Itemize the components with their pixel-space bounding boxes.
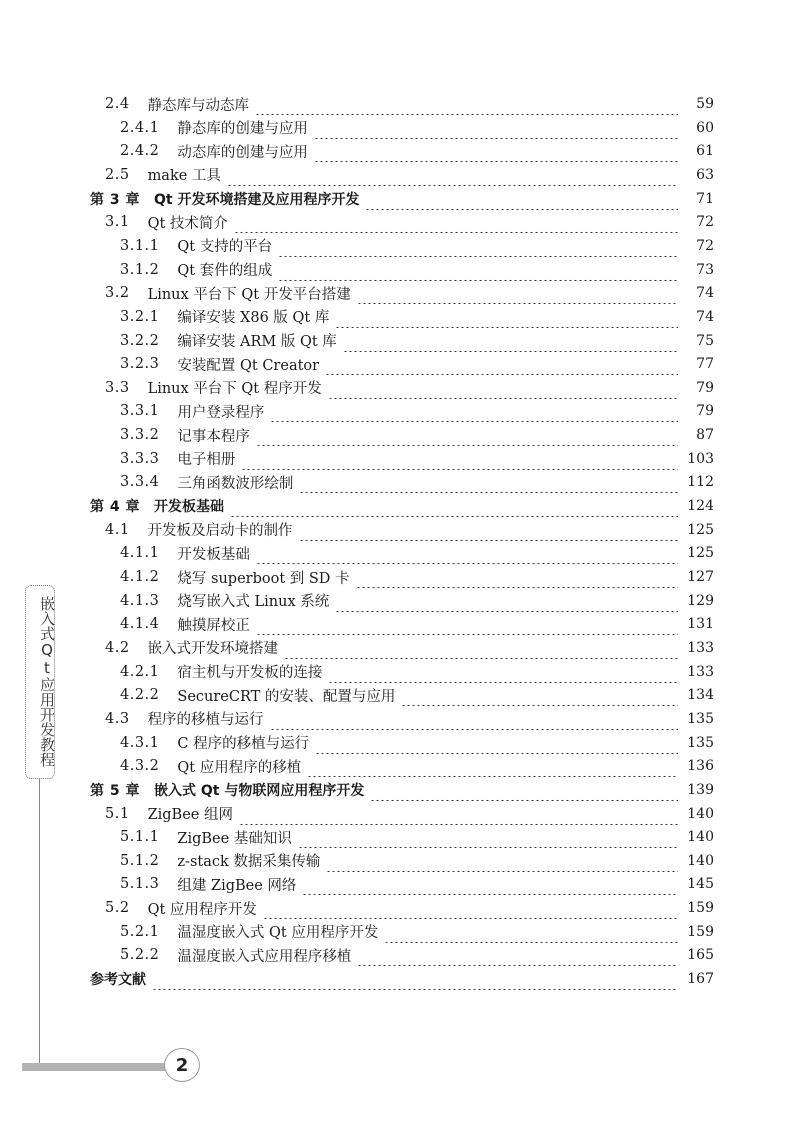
page-number-badge: 2 (164, 1048, 200, 1082)
toc-entry-page: 159 (687, 900, 714, 917)
toc-entry (120, 873, 714, 895)
toc-entry-number: 5.1.1 (120, 829, 160, 846)
toc-entry (105, 282, 714, 304)
toc-entry (120, 471, 714, 493)
toc-entry-number: 第 3 章 (90, 191, 140, 208)
toc-entry-page: 71 (696, 190, 714, 207)
toc-entry-number: 5.1.2 (120, 852, 160, 869)
toc-entry (105, 211, 714, 233)
toc-entry-page: 129 (687, 592, 714, 609)
toc-entry-page: 61 (696, 143, 714, 160)
toc-entry-number: 4.2.2 (120, 687, 160, 704)
toc-leader-dots (270, 400, 678, 422)
toc-leader-dots (270, 708, 678, 730)
toc-entry-page: 74 (696, 308, 714, 325)
bottom-bar (22, 1063, 172, 1071)
toc-leader-dots (255, 93, 678, 115)
toc-entry-title: z-stack 数据采集传输 (177, 854, 321, 871)
toc-entry-title: ZigBee 组网 (147, 807, 233, 823)
side-divider-line (39, 779, 40, 1064)
toc-entry (120, 235, 714, 257)
toc-leader-dots (227, 164, 678, 186)
toc-entry-number: 5.1 (105, 805, 130, 822)
toc-leader-dots (384, 921, 678, 943)
toc-entry-page: 75 (696, 332, 714, 349)
toc-entry-number: 3.1.2 (120, 261, 160, 278)
toc-leader-dots (234, 211, 678, 233)
toc-entry-number: 3.3.2 (120, 427, 160, 444)
toc-entry-page: 77 (696, 356, 714, 373)
toc-entry-page: 87 (696, 427, 714, 444)
toc-leader-dots (370, 779, 678, 801)
toc-entry-title: make 工具 (147, 168, 221, 185)
toc-entry-number: 第 4 章 (90, 499, 140, 516)
toc-entry (105, 637, 714, 659)
toc-entry-number: 5.2.1 (120, 923, 160, 940)
toc-entry-number: 4.3 (105, 710, 130, 727)
toc-entry (105, 93, 714, 115)
toc-entry (120, 684, 714, 706)
toc-entry-title: 嵌入式开发环境搭建 (147, 641, 279, 658)
toc-entry-title: 动态库的创建与应用 (177, 144, 308, 161)
toc-entry-page: 139 (687, 781, 714, 798)
toc-leader-dots (302, 873, 678, 895)
toc-leader-dots (278, 259, 678, 281)
toc-entry-page: 136 (687, 758, 714, 775)
toc-entry-page: 79 (696, 403, 714, 420)
toc-entry-number: 3.3.1 (120, 403, 160, 420)
toc-entry (120, 259, 714, 281)
toc-entry-page: 140 (687, 805, 714, 822)
toc-entry (120, 448, 714, 470)
toc-leader-dots (357, 944, 678, 966)
toc-entry (120, 826, 714, 848)
toc-entry (120, 944, 714, 966)
toc-leader-dots (278, 235, 678, 257)
toc-entry-title: 编译安装 ARM 版 Qt 库 (177, 334, 337, 350)
toc-entry (120, 850, 714, 872)
toc-entry-title: 开发板基础 (154, 499, 224, 516)
toc-entry-title: 记事本程序 (177, 428, 250, 445)
toc-leader-dots (328, 377, 678, 399)
toc-entry-number: 2.5 (105, 166, 130, 183)
toc-entry (120, 117, 714, 139)
toc-entry-title: 烧写嵌入式 Linux 系统 (177, 594, 330, 611)
toc-leader-dots (335, 590, 678, 612)
toc-entry-number: 3.1.1 (120, 237, 160, 254)
toc-leader-dots (256, 613, 678, 635)
toc-entry (120, 590, 714, 612)
toc-entry (120, 661, 714, 683)
toc-entry-title: 嵌入式 Qt 与物联网应用程序开发 (154, 782, 365, 799)
toc-leader-dots (256, 424, 678, 446)
toc-entry-number: 3.1 (105, 214, 130, 231)
toc-entry (120, 140, 714, 162)
toc-leader-dots (314, 117, 678, 139)
toc-entry-number: 第 5 章 (90, 782, 140, 799)
toc-entry-page: 167 (687, 971, 714, 988)
toc-entry-page: 135 (687, 710, 714, 727)
toc-entry-page: 140 (687, 852, 714, 869)
toc-leader-dots (325, 353, 678, 375)
toc-entry-page: 103 (687, 450, 714, 467)
toc-entry (120, 921, 714, 943)
toc-entry-number: 2.4 (105, 96, 130, 112)
toc-leader-dots (335, 306, 678, 328)
toc-leader-dots (343, 330, 678, 352)
side-book-title-tab (25, 585, 55, 779)
toc-entry-title: Qt 套件的组成 (177, 263, 273, 280)
toc-entry-number: 4.1.4 (120, 616, 160, 633)
toc-entry-number: 3.2.3 (120, 356, 160, 373)
toc-entry-page: 127 (687, 569, 714, 585)
toc-leader-dots (263, 897, 678, 919)
toc-entry-title: Qt 应用程序的移植 (177, 759, 302, 776)
toc-entry (120, 755, 714, 777)
toc-entry-number: 2.4.1 (120, 119, 160, 136)
toc-entry (120, 732, 714, 754)
toc-entry-number: 3.2.2 (120, 332, 160, 349)
toc-leader-dots (256, 542, 678, 564)
toc-entry-page: 133 (687, 663, 714, 680)
toc-leader-dots (401, 684, 678, 706)
toc-entry-page: 133 (687, 639, 714, 656)
toc-entry-number: 5.2 (105, 900, 130, 917)
toc-entry-number: 2.4.2 (120, 143, 160, 160)
toc-leader-dots (298, 826, 678, 848)
toc-entry-title: 静态库的创建与应用 (177, 121, 308, 138)
toc-entry-page: 159 (687, 923, 714, 940)
toc-entry (120, 353, 714, 375)
toc-entry-number: 4.1.3 (120, 592, 160, 609)
toc-entry-title: 宿主机与开发板的连接 (177, 665, 323, 682)
toc-entry-number: 5.1.3 (120, 876, 160, 893)
toc-entry-title: Qt 支持的平台 (177, 239, 273, 256)
toc-leader-dots (307, 755, 678, 777)
toc-leader-dots (152, 968, 678, 990)
toc-entry-number: 4.1.2 (120, 569, 160, 585)
toc-entry-number: 5.2.2 (120, 947, 160, 964)
toc-entry-number: 4.2 (105, 639, 130, 656)
toc-entry-page: 125 (687, 545, 714, 562)
toc-entry-title: Linux 平台下 Qt 开发平台搭建 (147, 286, 351, 303)
toc-entry-title: 温湿度嵌入式应用程序移植 (177, 948, 352, 965)
toc-leader-dots (315, 732, 678, 754)
side-book-title: 嵌入式Qt应用开发教程 (38, 596, 56, 767)
toc-entry-title: 程序的移植与运行 (147, 712, 264, 729)
toc-leader-dots (299, 519, 678, 541)
toc-entry (105, 708, 714, 730)
toc-entry-title: Qt 开发环境搭建及应用程序开发 (154, 191, 360, 208)
toc-entry-number: 3.3.4 (120, 474, 160, 491)
toc-entry-number: 4.3.1 (120, 734, 160, 751)
toc-entry-title: 电子相册 (177, 452, 236, 469)
toc-leader-dots (239, 803, 678, 825)
toc-entry (90, 968, 714, 990)
toc-entry-page: 140 (687, 829, 714, 846)
toc-entry-page: 59 (696, 96, 714, 112)
toc-entry-number: 4.1.1 (120, 545, 160, 562)
toc-leader-dots (365, 188, 678, 210)
toc-entry (120, 400, 714, 422)
toc-entry (90, 188, 714, 210)
toc-entry-page: 72 (696, 214, 714, 231)
toc-entry-page: 60 (696, 119, 714, 136)
toc-entry (120, 542, 714, 564)
toc-entry-page: 165 (687, 947, 714, 964)
toc-entry-title: 三角函数波形绘制 (177, 475, 294, 492)
toc-entry-title: 安装配置 Qt Creator (177, 357, 320, 374)
toc-entry-number: 4.3.2 (120, 758, 160, 775)
toc-entry-number: 4.1 (105, 521, 130, 538)
toc-entry-title: Qt 技术简介 (147, 215, 228, 232)
toc-entry-title: 烧写 superboot 到 SD 卡 (177, 570, 350, 587)
toc-entry-title: 温湿度嵌入式 Qt 应用程序开发 (177, 925, 379, 942)
toc-entry-title: 用户登录程序 (177, 404, 265, 421)
toc-entry (120, 330, 714, 352)
toc-entry-page: 73 (696, 261, 714, 278)
toc-entry-number: 3.3 (105, 379, 130, 396)
toc-entry-number: 3.2 (105, 285, 130, 302)
toc-entry-page: 135 (687, 734, 714, 751)
toc-entry-page: 72 (696, 237, 714, 254)
toc-entry (105, 519, 714, 541)
toc-leader-dots (326, 850, 678, 872)
toc-entry-title: 编译安装 X86 版 Qt 库 (177, 310, 330, 327)
toc-entry (120, 566, 714, 588)
toc-entry (105, 803, 714, 825)
toc-leader-dots (357, 282, 678, 304)
toc-entry (120, 613, 714, 635)
toc-leader-dots (299, 471, 678, 493)
toc-entry (90, 779, 714, 801)
toc-entry (105, 897, 714, 919)
toc-entry-title: C 程序的移植与运行 (177, 736, 310, 753)
toc-entry-title: 静态库与动态库 (147, 97, 250, 114)
toc-entry (105, 164, 714, 186)
toc-entry-title: ZigBee 基础知识 (177, 830, 292, 847)
toc-leader-dots (284, 637, 678, 659)
toc-entry-title: Qt 应用程序开发 (147, 901, 257, 918)
toc-entry-page: 134 (687, 687, 714, 704)
toc-entry (105, 377, 714, 399)
toc-entry-page: 74 (696, 285, 714, 302)
toc-leader-dots (328, 661, 678, 683)
toc-entry-title: 参考文献 (90, 972, 146, 989)
toc-entry-title: 组建 ZigBee 网络 (177, 877, 297, 894)
toc-entry-page: 125 (687, 521, 714, 538)
toc-entry (120, 306, 714, 328)
toc-entry-number: 4.2.1 (120, 663, 160, 680)
toc-entry-number: 3.2.1 (120, 308, 160, 325)
toc-entry-title: 触摸屏校正 (177, 617, 250, 634)
toc-entry-page: 63 (696, 166, 714, 183)
toc-entry-page: 112 (687, 474, 714, 491)
toc-entry-title: 开发板基础 (177, 546, 250, 563)
toc-leader-dots (356, 566, 678, 588)
toc-entry-title: SecureCRT 的安装、配置与应用 (177, 688, 396, 705)
toc-entry-number: 3.3.3 (120, 450, 160, 467)
toc-entry (90, 495, 714, 517)
toc-entry-page: 124 (687, 498, 714, 515)
toc-entry (120, 424, 714, 446)
toc-entry-page: 79 (696, 379, 714, 396)
toc-leader-dots (230, 495, 678, 517)
toc-leader-dots (314, 140, 678, 162)
toc-entry-title: Linux 平台下 Qt 程序开发 (147, 381, 322, 398)
toc-entry-page: 131 (687, 616, 714, 633)
toc-entry-page: 145 (687, 876, 714, 893)
toc-entry-title: 开发板及启动卡的制作 (147, 523, 293, 540)
toc-leader-dots (241, 448, 678, 470)
